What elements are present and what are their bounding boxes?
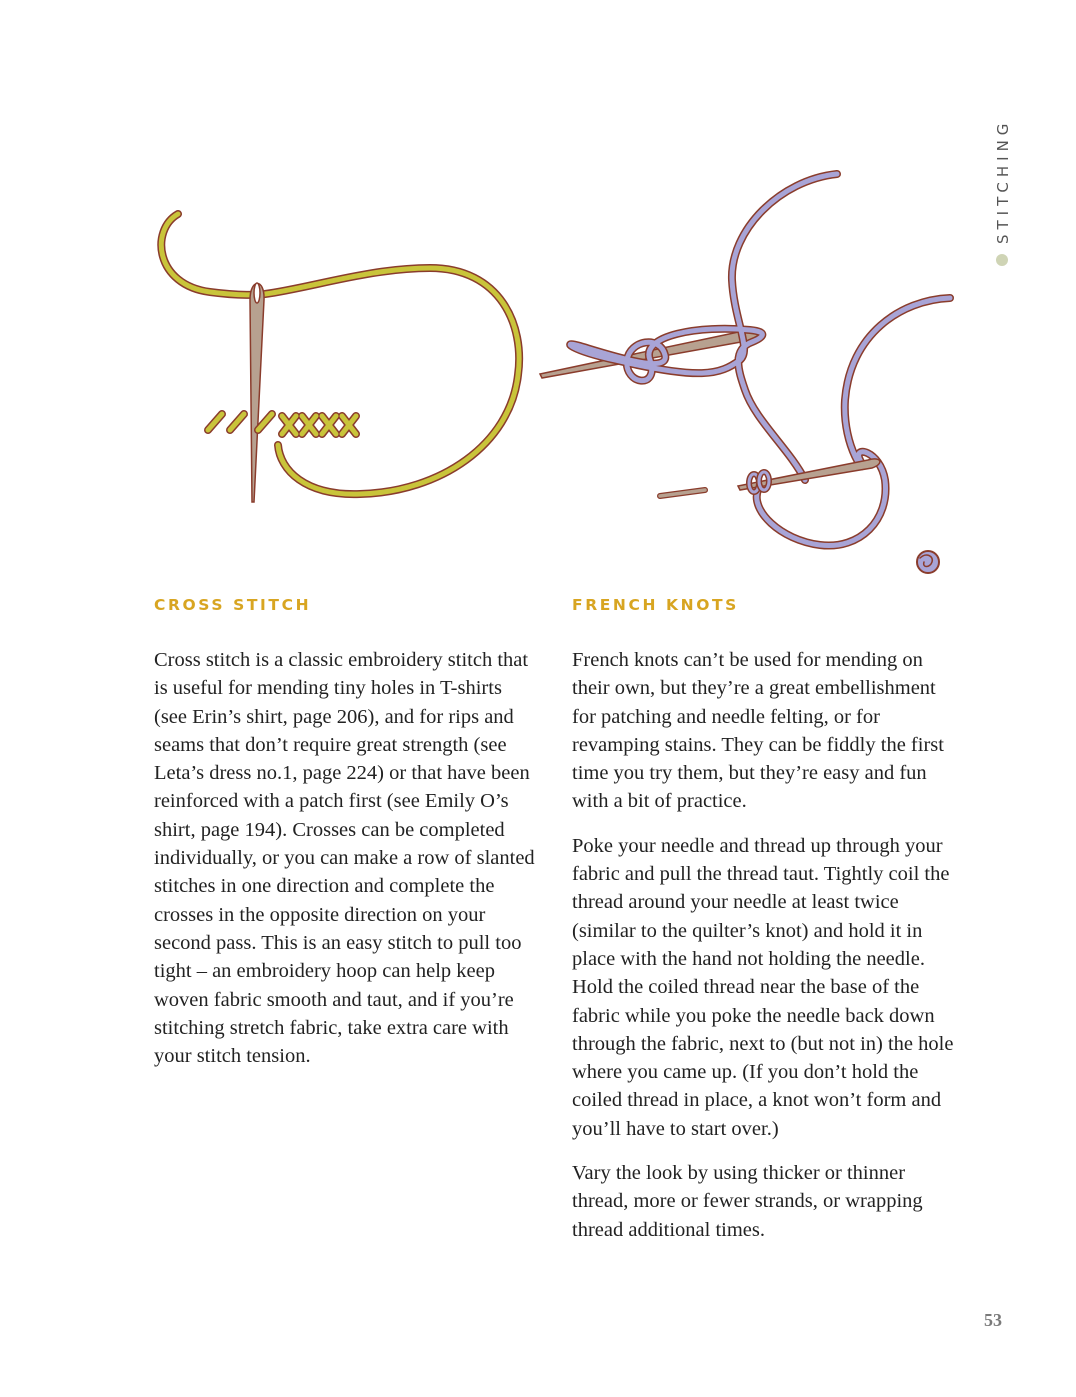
french-knot-illustration: [540, 174, 950, 573]
cross-stitch-section: [154, 594, 539, 1086]
section-tab: [990, 110, 1014, 280]
section-dot-icon: [996, 254, 1008, 266]
stitch-illustration: [140, 160, 970, 590]
french-knots-section: [572, 594, 957, 1260]
french-knots-heading: FRENCH KNOTS: [572, 596, 739, 614]
french-knots-paragraph: French knots can’t be used for mending on their own, but they’re a great embellishment for patching and needle felting, or for revamping stains. They can be fiddly the first time you try them, but they’re easy and fun with a bit of practice.: [572, 649, 944, 813]
cross-stitch-illustration: [161, 214, 519, 502]
french-knots-paragraph: Poke your needle and thread up through your fabric and pull the thread taut. Tightly coil the thread around your needle at least twice (similar to the quilter’s knot) and hold it in place with the hand not holding the needle. Hold the coiled thread near the base of the fabric while you poke the needle back down through the fabric, next to (but not in) the hole where you came up. (If you don’t hold the coiled thread in place, a knot won’t form and you’ll have to start over.): [572, 834, 954, 1140]
page-number: 53: [984, 1310, 1002, 1330]
french-knot-icon: [917, 551, 939, 573]
french-knots-paragraph: Vary the look by using thicker or thinner thread, more or fewer strands, or wrapping thread additional times.: [572, 1162, 923, 1241]
section-tab-label: STITCHING: [994, 118, 1012, 244]
cross-stitch-heading: CROSS STITCH: [154, 596, 312, 614]
cross-stitch-paragraph: Cross stitch is a classic embroidery stitch that is useful for mending tiny holes in T-shirts (see Erin’s shirt, page 206), and for rips and seams that don’t require great strength (see Leta’s dress no.1, page 224) or that have been reinforced with a patch first (see Emily O’s shirt, page 194). Crosses can be completed individually, or you can make a row of slanted stitches in one direction and complete the crosses in the opposite direction on your second pass. This is an easy stitch to pull too tight – an embroidery hoop can help keep woven fabric smooth and taut, and if you’re stitching stretch fabric, take extra care with your stitch tension.: [154, 649, 535, 1068]
